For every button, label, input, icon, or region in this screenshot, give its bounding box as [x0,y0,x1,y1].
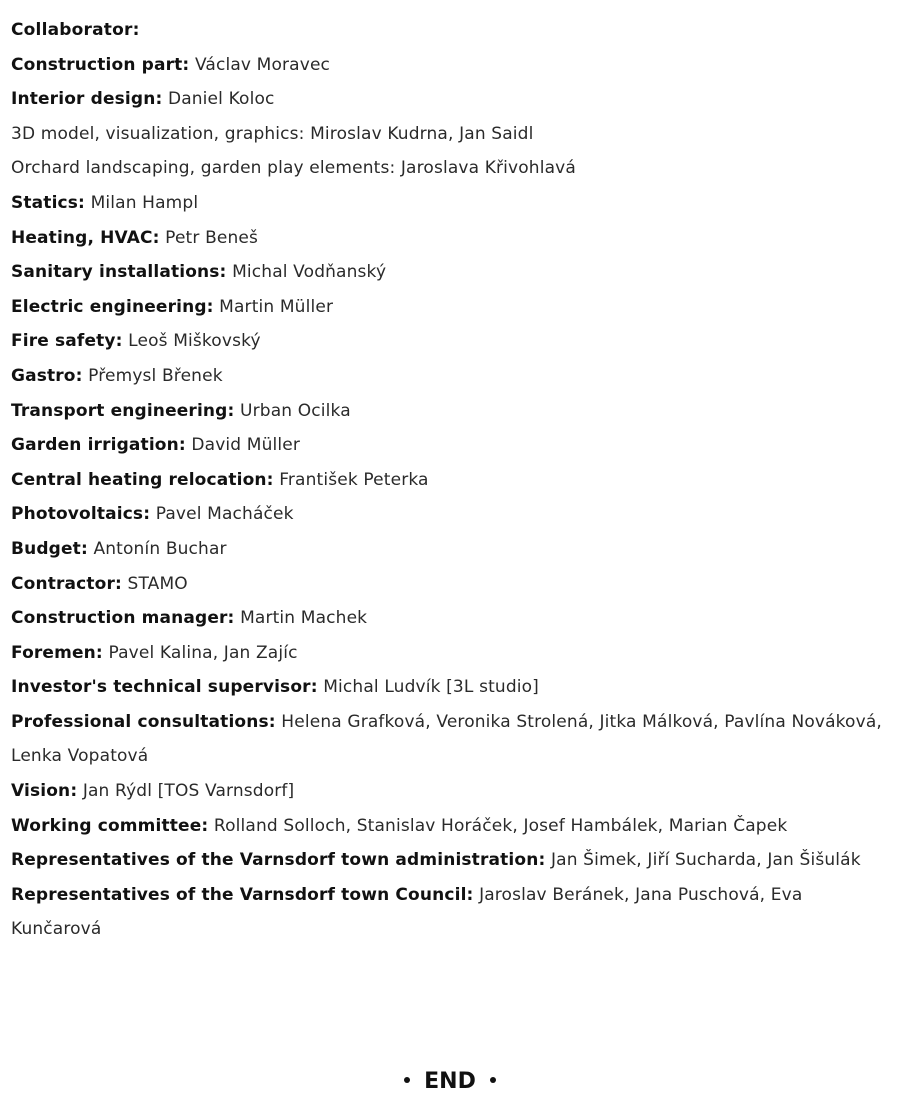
credit-names: Leoš Miškovský [128,331,261,352]
credit-role: Statics: [11,192,85,213]
credit-line [11,48,895,83]
credit-line [11,359,895,394]
credit-role: Contractor: [11,573,122,594]
credit-role: Construction part: [11,54,190,75]
credit-line [11,82,895,117]
credit-names: Martin Müller [219,296,334,317]
credit-line [11,117,895,152]
credit-names: Jan Rýdl [TOS Varnsdorf] [82,781,295,802]
credit-line [11,670,895,705]
credit-role: Foremen: [11,642,103,663]
credit-line [11,151,895,186]
credit-role: Professional consultations: [11,711,276,732]
credit-names: Martin Machek [240,608,368,629]
credit-line [11,878,895,947]
credit-line [11,463,895,498]
end-marker [0,1064,900,1100]
credit-line [11,705,895,774]
credit-names: Michal Vodňanský [232,262,387,283]
credits-section [11,13,895,947]
credit-names: Pavel Macháček [155,504,294,525]
credit-line [11,843,895,878]
credits-heading: Collaborator: [11,20,140,40]
credit-names: Urban Ocilka [240,400,351,421]
credit-names: Petr Beneš [165,227,259,248]
credit-role: Transport engineering: [11,400,235,421]
credit-role: Vision: [11,781,78,802]
credit-role: Working committee: [11,815,209,836]
credit-line [11,255,895,290]
credit-names: František Peterka [279,469,429,490]
credit-role: Representatives of the Varnsdorf town administration: [11,850,546,871]
credit-names: Orchard landscaping, garden play elements: Jaroslava Křivohlavá [11,158,576,179]
credit-line [11,774,895,809]
credit-names: STAMO [127,573,188,594]
credit-names: Helena Grafková, Veronika Strolená, Jitka Málková, Pavlína Nováková, Lenka Vopatová [11,711,882,767]
credit-names: Přemysl Břenek [88,365,223,386]
bullet-right-icon [490,1077,496,1083]
credit-role: Electric engineering: [11,296,214,317]
credit-names: Michal Ludvík [3L studio] [323,677,539,698]
credit-line [11,601,895,636]
credit-role: Heating, HVAC: [11,227,160,248]
credit-line [11,324,895,359]
credit-role: Gastro: [11,365,83,386]
credit-names: Milan Hampl [90,192,199,213]
credit-role: Garden irrigation: [11,435,186,456]
bullet-left-icon [404,1077,410,1083]
credit-role: Interior design: [11,89,163,110]
credit-names: 3D model, visualization, graphics: Miroslav Kudrna, Jan Saidl [11,123,534,144]
credit-role: Construction manager: [11,608,235,629]
credit-line [11,636,895,671]
credit-names: Jaroslav Beránek, Jana Puschová, Eva Kunčarová [11,884,803,940]
credit-line [11,809,895,844]
credit-names: Antonín Buchar [93,538,227,559]
credit-line [11,221,895,256]
credit-role: Fire safety: [11,331,123,352]
credit-line [11,186,895,221]
credit-line [11,497,895,532]
credit-line [11,394,895,429]
credit-role: Photovoltaics: [11,504,151,525]
credit-list [11,48,895,947]
credit-line [11,290,895,325]
credit-names: Pavel Kalina, Jan Zajíc [108,642,298,663]
credit-role: Central heating relocation: [11,469,274,490]
credit-role: Investor's technical supervisor: [11,677,318,698]
credit-names: Rolland Solloch, Stanislav Horáček, Josef Hambálek, Marian Čapek [213,815,788,836]
credit-line [11,428,895,463]
credit-role: Budget: [11,538,88,559]
credit-names: Daniel Koloc [167,89,275,110]
credit-names: Jan Šimek, Jiří Sucharda, Jan Šišulák [550,850,861,871]
credit-names: Václav Moravec [194,54,331,75]
credit-line [11,532,895,567]
credit-line [11,567,895,602]
credit-role: Representatives of the Varnsdorf town Council: [11,884,474,905]
end-label: END [424,1069,476,1094]
credit-role: Sanitary installations: [11,262,227,283]
credit-names: David Müller [191,435,301,456]
